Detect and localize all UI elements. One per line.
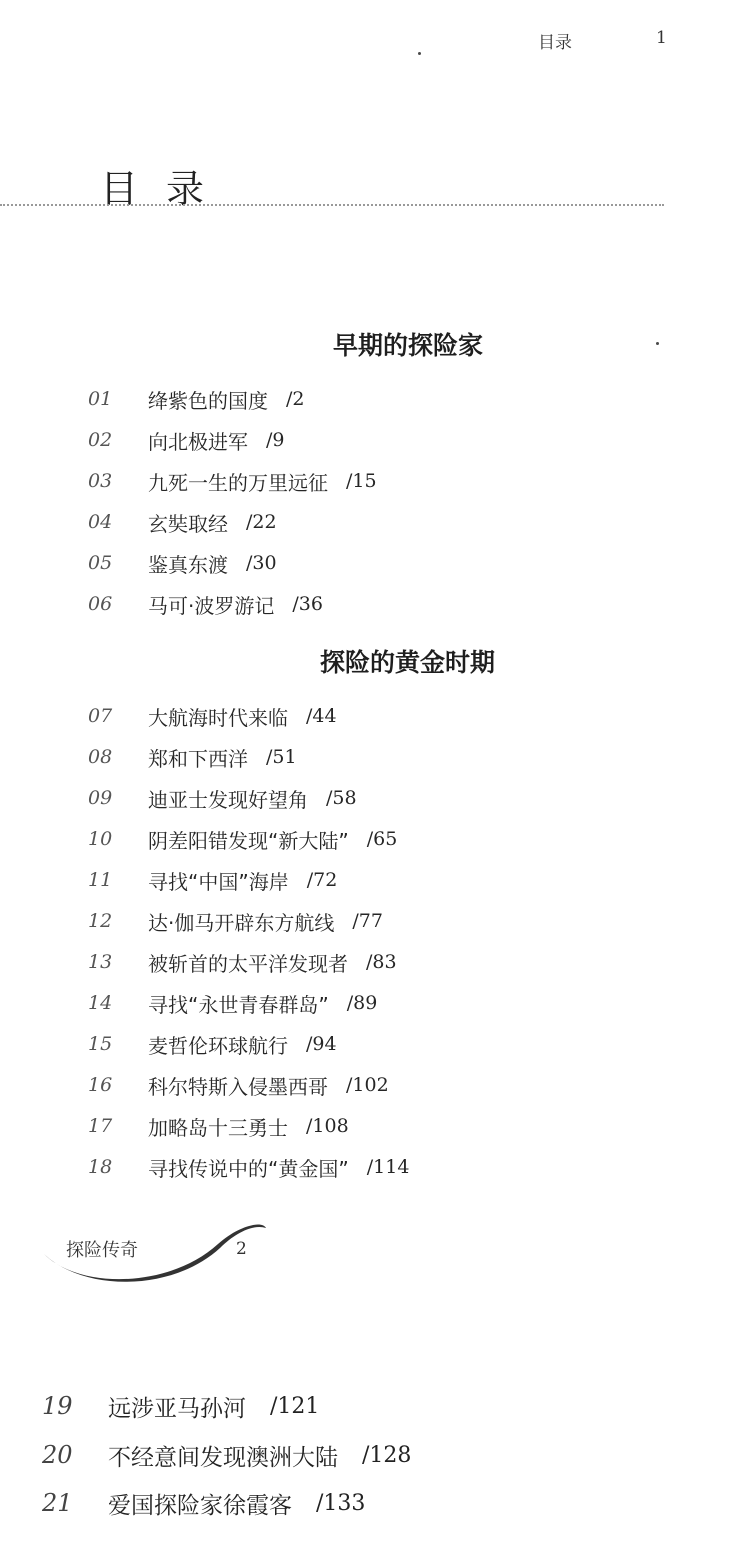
running-head-title: 目录 <box>538 33 572 53</box>
toc-entry[interactable] <box>42 1388 319 1424</box>
toc-entry[interactable] <box>88 384 305 414</box>
entry-number: 17 <box>88 1115 113 1137</box>
entry-page: /128 <box>362 1442 412 1468</box>
entry-title: 爱国探险家徐霞客 <box>108 1492 292 1519</box>
entry-title: 麦哲伦环球航行 <box>148 1033 288 1058</box>
toc-entry[interactable] <box>88 507 277 537</box>
footer-page-number: 2 <box>236 1239 247 1259</box>
entry-number: 02 <box>88 429 113 451</box>
entry-title: 玄奘取经 <box>148 511 228 536</box>
entry-title: 绛紫色的国度 <box>148 388 268 413</box>
toc-entry[interactable] <box>88 701 337 731</box>
entry-title: 大航海时代来临 <box>148 705 288 730</box>
entry-number: 15 <box>88 1033 113 1055</box>
entry-title: 加略岛十三勇士 <box>148 1115 288 1140</box>
toc-entry[interactable] <box>42 1437 411 1473</box>
entry-number: 01 <box>88 388 113 410</box>
entry-page: /102 <box>346 1074 389 1096</box>
scan-speck <box>418 52 421 55</box>
entry-title: 寻找“中国”海岸 <box>148 869 289 894</box>
entry-title: 鉴真东渡 <box>148 552 228 577</box>
entry-page: /22 <box>246 511 277 533</box>
entry-page: /94 <box>306 1033 337 1055</box>
page-footer <box>40 1218 280 1288</box>
entry-number: 04 <box>88 511 113 533</box>
entry-page: /83 <box>366 951 397 973</box>
toc-entry[interactable] <box>88 742 297 772</box>
toc-entry[interactable] <box>88 824 397 854</box>
entry-page: /114 <box>366 1156 410 1178</box>
entry-title: 远涉亚马孙河 <box>108 1395 246 1422</box>
toc-entry[interactable] <box>88 589 323 619</box>
toc-entry[interactable] <box>88 466 377 496</box>
entry-title: 迪亚士发现好望角 <box>148 787 308 812</box>
scan-speck <box>656 342 659 345</box>
entry-number: 05 <box>88 552 113 574</box>
entry-title: 郑和下西洋 <box>148 746 248 771</box>
entry-title: 被斩首的太平洋发现者 <box>148 951 348 976</box>
title-divider <box>0 204 664 206</box>
entry-page: /89 <box>346 992 378 1014</box>
entry-page: /72 <box>306 869 338 891</box>
toc-entry[interactable] <box>88 865 337 895</box>
toc-entry[interactable] <box>88 783 357 813</box>
entry-number: 06 <box>88 593 113 615</box>
toc-entry[interactable] <box>42 1485 365 1521</box>
toc-entry[interactable] <box>88 1070 389 1100</box>
entry-number: 03 <box>88 470 113 492</box>
entry-title: 九死一生的万里远征 <box>148 470 328 495</box>
entry-title: 寻找“永世青春群岛” <box>148 992 329 1017</box>
toc-entry[interactable] <box>88 947 397 977</box>
entry-number: 11 <box>88 869 113 891</box>
entry-page: /121 <box>270 1393 320 1419</box>
entry-page: /133 <box>316 1490 366 1516</box>
section-heading-golden-age: 探险的黄金时期 <box>320 648 496 677</box>
entry-page: /65 <box>366 828 398 850</box>
toc-entry[interactable] <box>88 1029 337 1059</box>
entry-page: /2 <box>286 388 305 410</box>
toc-entry[interactable] <box>88 1152 409 1182</box>
entry-title: 马可·波罗游记 <box>148 593 275 618</box>
entry-number: 10 <box>88 828 113 850</box>
section-heading-early-explorers: 早期的探险家 <box>333 331 484 360</box>
entry-number: 14 <box>88 992 113 1014</box>
entry-page: /77 <box>352 910 383 932</box>
toc-entry[interactable] <box>88 425 285 455</box>
running-head-page-number: 1 <box>656 28 667 48</box>
toc-entry[interactable] <box>88 1111 349 1141</box>
toc-entry[interactable] <box>88 548 277 578</box>
entry-title: 寻找传说中的“黄金国” <box>148 1156 349 1181</box>
entry-title: 不经意间发现澳洲大陆 <box>108 1444 338 1471</box>
entry-title: 达·伽马开辟东方航线 <box>148 910 335 935</box>
entry-number: 20 <box>42 1441 73 1469</box>
entry-page: /44 <box>306 705 337 727</box>
entry-number: 18 <box>88 1156 113 1178</box>
entry-number: 07 <box>88 705 113 727</box>
entry-page: /15 <box>346 470 377 492</box>
entry-page: /30 <box>246 552 277 574</box>
entry-number: 13 <box>88 951 113 973</box>
toc-entry[interactable] <box>88 988 377 1018</box>
entry-page: /51 <box>266 746 297 768</box>
entry-number: 09 <box>88 787 113 809</box>
entry-page: /36 <box>292 593 323 615</box>
toc-title: 目录 <box>100 167 233 211</box>
entry-page: /58 <box>326 787 357 809</box>
entry-title: 阴差阳错发现“新大陆” <box>148 828 349 853</box>
entry-number: 08 <box>88 746 113 768</box>
entry-title: 向北极进军 <box>148 429 248 454</box>
entry-number: 19 <box>42 1392 73 1420</box>
entry-number: 12 <box>88 910 113 932</box>
entry-page: /108 <box>306 1115 349 1137</box>
footer-book-title: 探险传奇 <box>66 1240 138 1261</box>
entry-number: 21 <box>42 1489 73 1517</box>
toc-entry[interactable] <box>88 906 383 936</box>
entry-title: 科尔特斯入侵墨西哥 <box>148 1074 328 1099</box>
entry-page: /9 <box>266 429 285 451</box>
entry-number: 16 <box>88 1074 113 1096</box>
